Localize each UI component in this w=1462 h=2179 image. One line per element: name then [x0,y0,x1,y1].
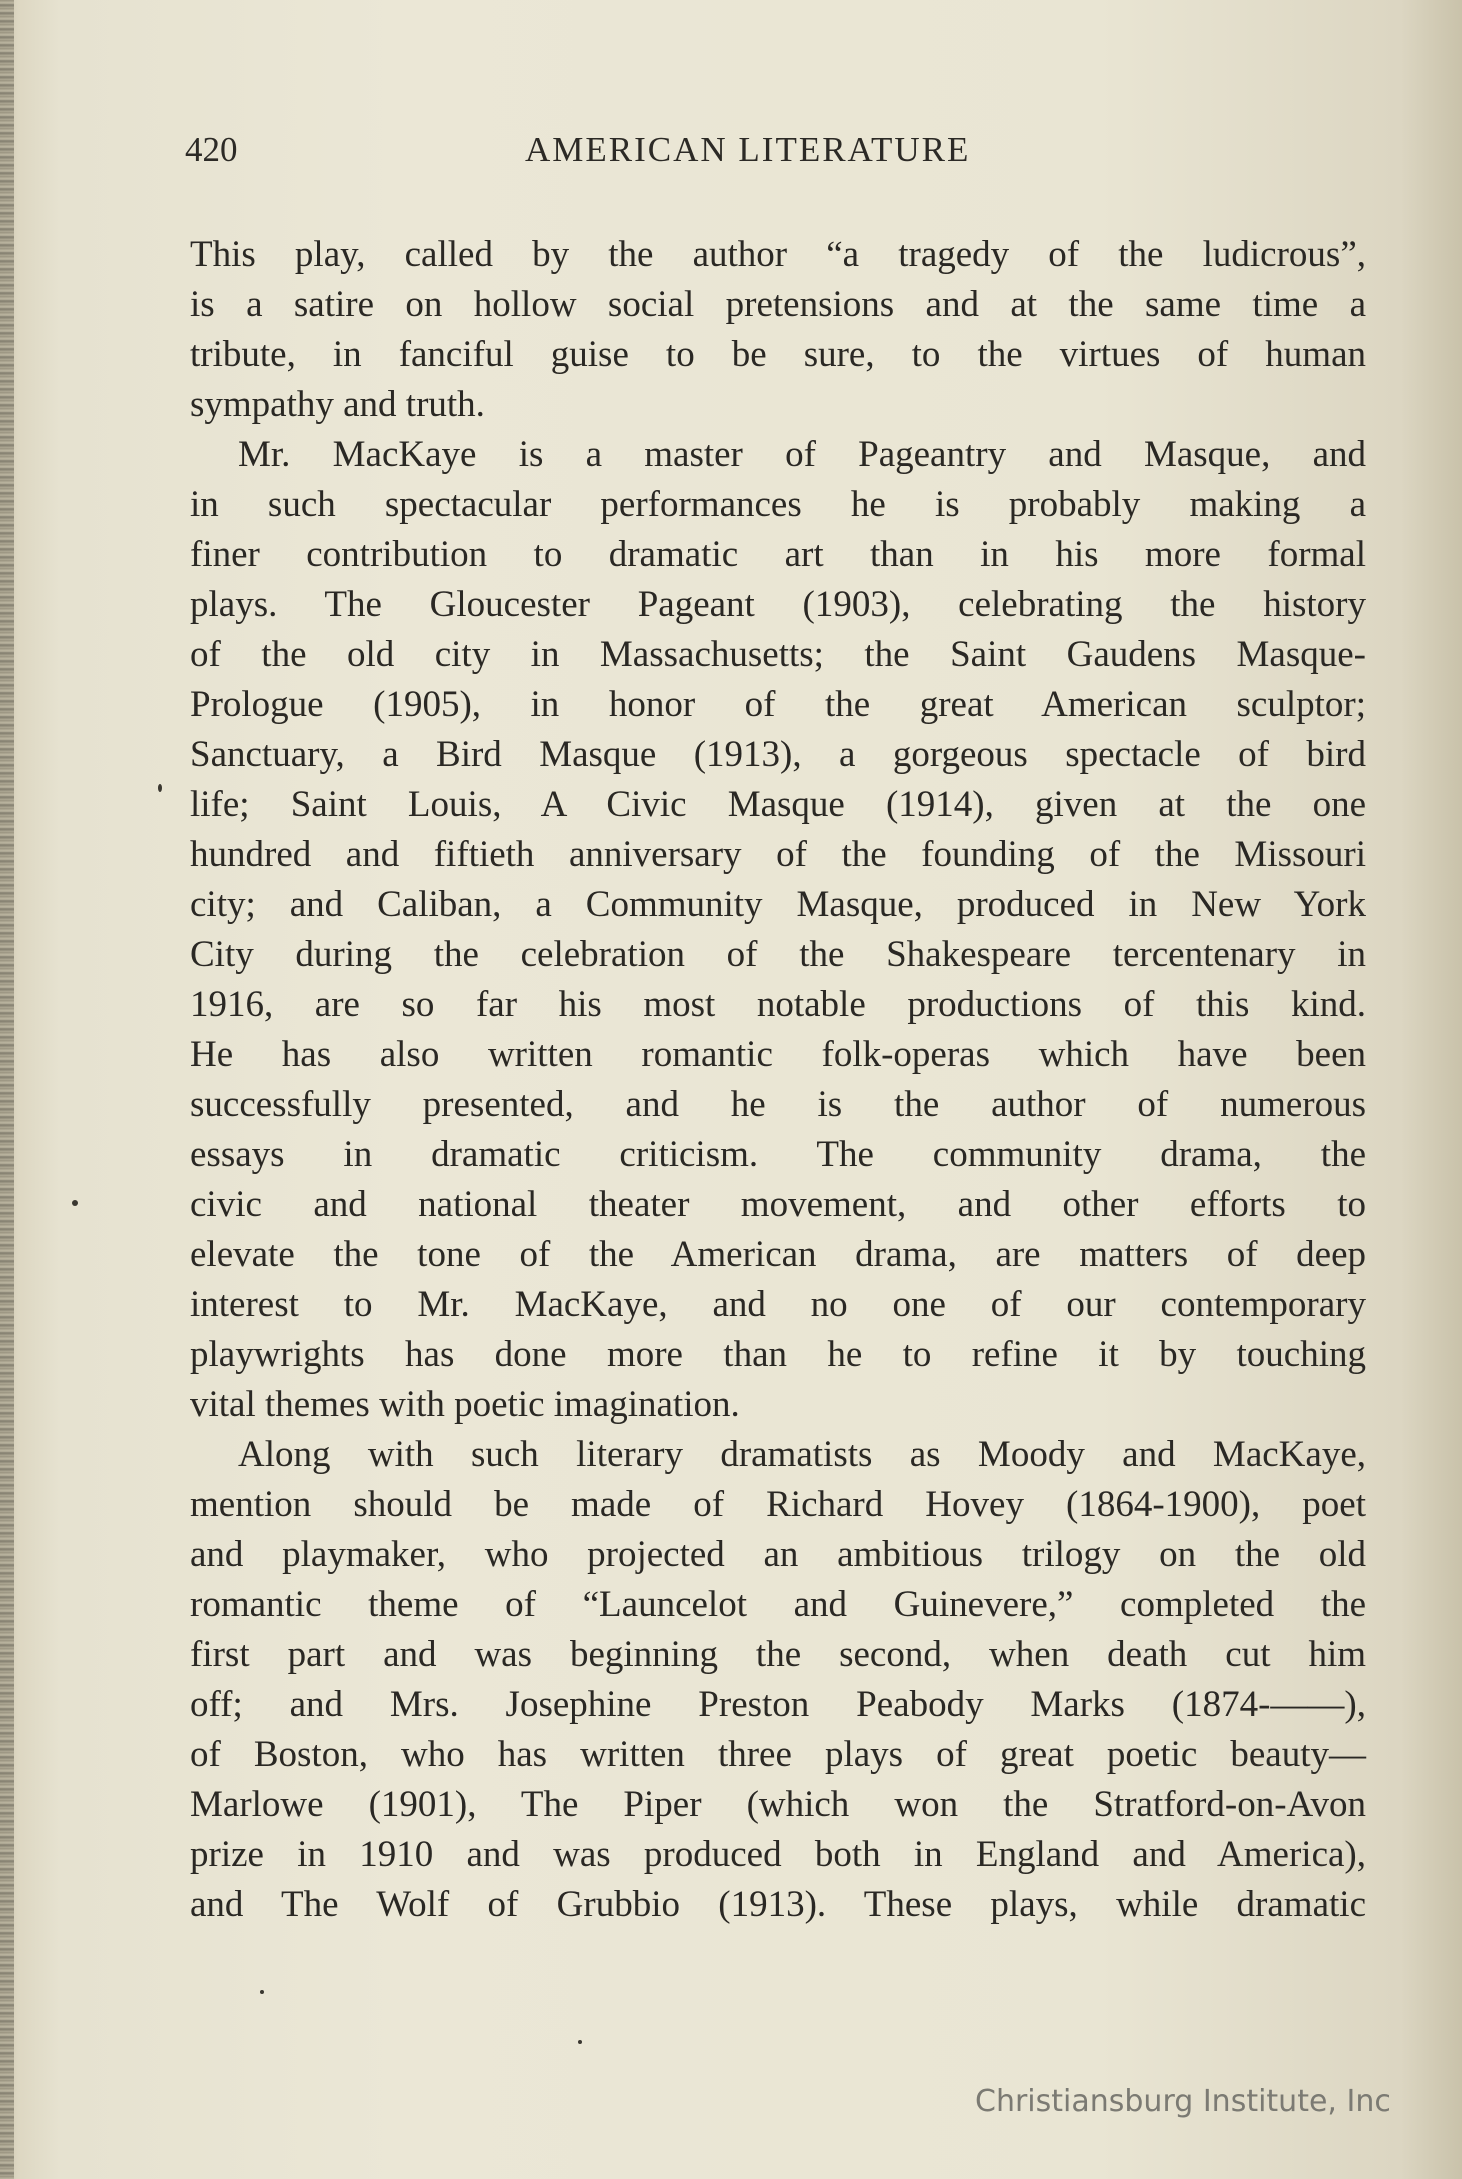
text-line: plays. The Gloucester Pageant (1903), celebrating the history [190,584,1366,625]
paragraph-3 [190,1430,1366,1930]
text-line: and playmaker, who projected an ambitious trilogy on the old [190,1534,1366,1575]
text-line: elevate the tone of the American drama, are matters of deep [190,1234,1366,1275]
ink-speck [158,784,162,792]
text-line: prize in 1910 and was produced both in England and America), [190,1834,1366,1875]
text-line: mention should be made of Richard Hovey (1864-1900), poet [190,1484,1366,1525]
ink-speck [578,2040,582,2044]
text-line: City during the celebration of the Shakespeare tercentenary in [190,934,1366,975]
paragraph-1 [190,230,1366,430]
ink-speck [72,1200,78,1206]
text-line: playwrights has done more than he to refine it by touching [190,1334,1366,1375]
text-line: in such spectacular performances he is probably making a [190,484,1366,525]
text-line: of the old city in Massachusetts; the Saint Gaudens Masque- [190,634,1366,675]
running-title: AMERICAN LITERATURE [525,130,971,169]
text-line: essays in dramatic criticism. The community drama, the [190,1134,1366,1175]
text-line: Marlowe (1901), The Piper (which won the Stratford-on-Avon [190,1784,1366,1825]
text-line: interest to Mr. MacKaye, and no one of our contemporary [190,1284,1366,1325]
text-line: tribute, in fanciful guise to be sure, to the virtues of human [190,334,1366,375]
text-line: sympathy and truth. [190,384,485,425]
text-line: first part and was beginning the second, when death cut him [190,1634,1366,1675]
text-line: He has also written romantic folk-operas which have been [190,1034,1366,1075]
text-line: Mr. MacKaye is a master of Pageantry and Masque, and [238,434,1366,475]
page-number: 420 [185,130,238,169]
text-line: hundred and fiftieth anniversary of the founding of the Missouri [190,834,1366,875]
text-line: This play, called by the author “a tragedy of the ludicrous”, [190,234,1366,275]
text-line: off; and Mrs. Josephine Preston Peabody Marks (1874-——), [190,1684,1366,1725]
text-line: city; and Caliban, a Community Masque, produced in New York [190,884,1366,925]
text-line: successfully presented, and he is the author of numerous [190,1084,1366,1125]
text-line: 1916, are so far his most notable productions of this kind. [190,984,1366,1025]
text-line: civic and national theater movement, and other efforts to [190,1184,1366,1225]
paragraph-2 [190,430,1366,1430]
text-line: Sanctuary, a Bird Masque (1913), a gorgeous spectacle of bird [190,734,1366,775]
text-line: of Boston, who has written three plays of great poetic beauty— [190,1734,1366,1775]
watermark: Christiansburg Institute, Inc [975,2084,1391,2119]
ink-speck [260,1990,264,1994]
text-line: romantic theme of “Launcelot and Guinevere,” completed the [190,1584,1366,1625]
book-spine-edge [0,0,14,2179]
text-line: is a satire on hollow social pretensions and at the same time a [190,284,1366,325]
text-line: Prologue (1905), in honor of the great American sculptor; [190,684,1366,725]
text-line: and The Wolf of Grubbio (1913). These plays, while dramatic [190,1884,1366,1925]
body-text [190,230,1366,1930]
text-line: Along with such literary dramatists as Moody and MacKaye, [238,1434,1366,1475]
text-line: vital themes with poetic imagination. [190,1384,740,1425]
text-line: life; Saint Louis, A Civic Masque (1914), given at the one [190,784,1366,825]
text-line: finer contribution to dramatic art than in his more formal [190,534,1366,575]
page-header [185,130,1365,170]
